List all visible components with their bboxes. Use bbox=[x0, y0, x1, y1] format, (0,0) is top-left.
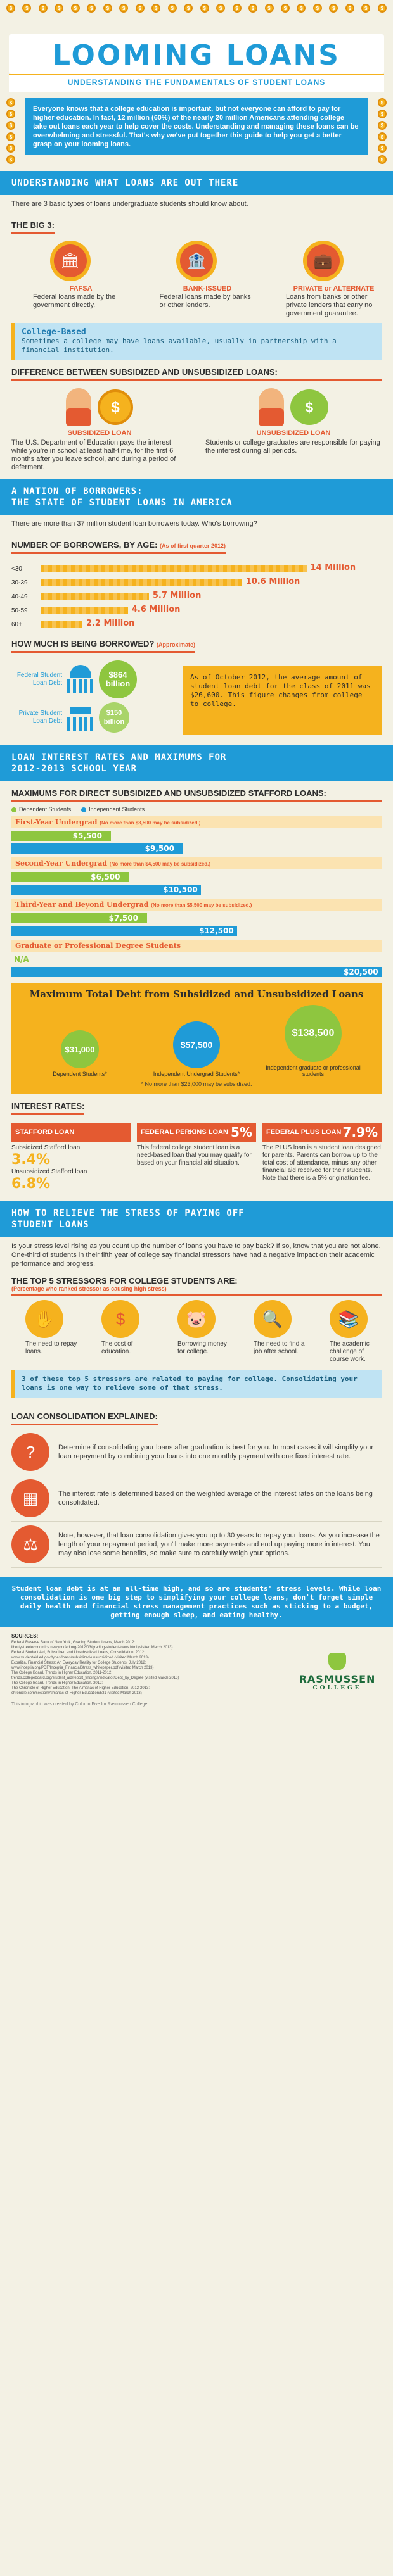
age-bar-track bbox=[41, 565, 382, 572]
borrowed-note: (Approximate) bbox=[156, 641, 195, 648]
subsidized-art bbox=[11, 385, 188, 429]
stressor-item bbox=[316, 1300, 382, 1363]
age-bar-track bbox=[41, 621, 382, 628]
stafford-category-note: (No more than $3,500 may be subsidized.) bbox=[100, 820, 201, 826]
age-bar-row bbox=[11, 603, 382, 617]
max-total-dependent bbox=[32, 1030, 127, 1077]
hand-coin-icon: ✋ bbox=[25, 1300, 63, 1338]
borrowed-amounts bbox=[11, 660, 183, 736]
source-line[interactable]: libertystreeteconomics.newyorkfed.org/2012/03/grading-student-loans.html (visited March 2013) bbox=[11, 1646, 173, 1650]
coin-icon: $ bbox=[22, 4, 31, 13]
sources bbox=[11, 1634, 293, 1696]
independent-bar bbox=[11, 885, 382, 895]
source-line[interactable]: Federal Student Aid, Subsidized and Unsubsidized Loans, Consolidation, 2012: bbox=[11, 1651, 145, 1655]
coin-icon: $ bbox=[378, 98, 387, 107]
source-line[interactable]: The College Board, Trends in Higher Education, 2011-2012: bbox=[11, 1671, 112, 1675]
rate-sub-label: Subsidized Stafford loan bbox=[11, 1144, 81, 1151]
dependent-bar bbox=[11, 913, 382, 923]
coin-icon: $ bbox=[184, 4, 193, 13]
stafford-category bbox=[11, 940, 382, 977]
source-line[interactable]: Ecoalitia, Financial Stress: An Everyday Reality for College Students, July 2012: bbox=[11, 1661, 146, 1665]
rate-head bbox=[262, 1123, 382, 1142]
max-total-title: Maximum Total Debt from Subsidized and Unsubsidized Loans bbox=[29, 988, 364, 1000]
stafford-category bbox=[11, 899, 382, 936]
max-total-note: * No more than $23,000 may be subsidized. bbox=[141, 1081, 252, 1087]
max-total-label: Independent Undergrad Students* bbox=[153, 1071, 240, 1077]
coin-icon: $ bbox=[136, 4, 145, 13]
big3-fafsa bbox=[11, 238, 129, 318]
rate-desc: The PLUS loan is a student loan designed for parents. Parents can borrow up to the total cost of attendance, minus any other financial aid received for their students. Note that there is a 5% origination fee. bbox=[262, 1144, 381, 1182]
coin-icon: $ bbox=[151, 4, 160, 13]
consolidation-item bbox=[11, 1479, 382, 1522]
rate-head-label: STAFFORD LOAN bbox=[15, 1128, 75, 1136]
unsubsidized-desc: Students or college graduates are responsible for paying the interest during all periods. bbox=[205, 439, 380, 455]
age-tick-label: <30 bbox=[11, 565, 22, 572]
payment-icon: $ bbox=[290, 389, 328, 425]
stafford-category-title: Second-Year Undergrad (No more than $4,500 may be subsidized.) bbox=[11, 857, 382, 869]
rate-head-label: FEDERAL PERKINS LOAN bbox=[141, 1128, 228, 1136]
coin-icon: $ bbox=[248, 4, 257, 13]
stafford-bar-value: $12,500 bbox=[199, 926, 234, 935]
source-line[interactable]: trends.collegeboard.org/student_aid/report_findings/indicator/Debt_by_Degree (visited March 2013) bbox=[11, 1676, 179, 1680]
sources-title: SOURCES: bbox=[11, 1633, 39, 1639]
coin-icon: $ bbox=[6, 98, 15, 107]
rate-stafford bbox=[11, 1123, 131, 1192]
piggy-bank-icon: 🐷 bbox=[177, 1300, 216, 1338]
stressor-item bbox=[11, 1300, 77, 1363]
stafford-category-note: (No more than $4,500 may be subsidized.) bbox=[109, 861, 211, 867]
books-icon: 📚 bbox=[330, 1300, 368, 1338]
max-total-amount: $138,500 bbox=[285, 1005, 342, 1062]
stress-intro: Is your stress level rising as you count up the number of loans you have to pay back? If so, know that you are not alone. One-third of students in their fifth year of college say financial stressors have had a negative impact on their academic performance and progress. bbox=[11, 1242, 381, 1268]
by-age-note: (As of first quarter 2012) bbox=[160, 543, 226, 549]
coin-icon: $ bbox=[345, 4, 354, 13]
source-line[interactable]: www.inceptia.org/PDF/Inceptia_FinancialStress_whitepaper.pdf (visited March 2013) bbox=[11, 1666, 154, 1670]
big3-desc: Loans from banks or other private lenders that carry no government guarantee. bbox=[286, 293, 373, 317]
consolidation-item bbox=[11, 1433, 382, 1475]
unsubsidized-art bbox=[205, 385, 382, 429]
intro-text: Everyone knows that a college education is important, but not everyone can afford to pay for higher education. In fact, 12 million (60%) of the nearly 20 million Americans attending college take out loans each year to help cover the costs. Understanding and managing these loans can be overwhelming and stressful. That's why we've put together this guide to help you get a better grasp on your looming loans. bbox=[25, 98, 368, 155]
coin-icon: $ bbox=[378, 132, 387, 141]
sources-list bbox=[11, 1640, 293, 1696]
big3-title: THE BIG 3: bbox=[11, 220, 55, 234]
coin-icon: $ bbox=[6, 144, 15, 153]
age-bar-value: 14 Million bbox=[310, 563, 356, 572]
consolidation-text: Note, however, that loan consolidation gives you up to 30 years to repay your loans. As you increase the length of your repayment period, you'll make more payments and end up paying more in interest. You may also lose some benefits, so make sure to carefully weigh your options. bbox=[58, 1532, 380, 1557]
coin-icon: $ bbox=[103, 4, 112, 13]
dependent-bar bbox=[11, 831, 382, 841]
legend-independent-label: Independent Students bbox=[89, 806, 145, 812]
age-bar-track bbox=[41, 607, 382, 614]
section-banner-stress bbox=[0, 1201, 393, 1237]
stafford-category-title: Graduate or Professional Degree Students bbox=[11, 940, 382, 952]
intro-wrap bbox=[0, 98, 393, 163]
age-tick-label: 40-49 bbox=[11, 593, 28, 600]
coin-icon: $ bbox=[98, 389, 133, 425]
magnifier-icon: 🔍 bbox=[254, 1300, 292, 1338]
stafford-category-title: Third-Year and Beyond Undergrad (No more than $5,500 may be subsidized.) bbox=[11, 899, 382, 911]
by-age-title bbox=[11, 540, 226, 554]
question-icon: ? bbox=[11, 1433, 49, 1471]
by-age-title-text: NUMBER OF BORROWERS, BY AGE: bbox=[11, 540, 158, 550]
stafford-bar-value: $5,500 bbox=[72, 831, 102, 840]
legend-dependent-label: Dependent Students bbox=[19, 806, 72, 812]
max-total-amount: $31,000 bbox=[61, 1030, 99, 1068]
coin-icon: $ bbox=[378, 121, 387, 130]
stressor-text: The need to repay loans. bbox=[25, 1341, 77, 1355]
banner-line: THE STATE OF STUDENT LOANS IN AMERICA bbox=[11, 498, 233, 508]
stafford-bar-value: $10,500 bbox=[163, 885, 198, 894]
stafford-bar-chart bbox=[11, 816, 382, 977]
understanding-lead: There are 3 basic types of loans undergraduate students should know about. bbox=[11, 200, 248, 208]
age-bar-value: 4.6 Million bbox=[131, 605, 181, 614]
stafford-bar-value: $6,500 bbox=[91, 873, 120, 881]
coin-icon: $ bbox=[55, 4, 63, 13]
subsidized-block bbox=[11, 385, 188, 472]
page-subtitle: UNDERSTANDING THE FUNDAMENTALS OF STUDENT LOANS bbox=[9, 74, 384, 92]
interest-rates-title: INTEREST RATES: bbox=[11, 1101, 84, 1115]
student-person-icon bbox=[259, 388, 284, 426]
coin-icon: $ bbox=[361, 4, 370, 13]
age-bar-track bbox=[41, 593, 382, 600]
coin-icon: $ bbox=[6, 132, 15, 141]
stressor-text: Borrowing money for college. bbox=[177, 1341, 227, 1355]
difference-title: DIFFERENCE BETWEEN SUBSIDIZED AND UNSUBSIDIZED LOANS: bbox=[11, 367, 382, 381]
coin-icon: $ bbox=[216, 4, 225, 13]
brand-sub: COLLEGE bbox=[312, 1685, 362, 1691]
briefcase-icon: 💼 bbox=[303, 241, 344, 281]
borrowed-title-text: HOW MUCH IS BEING BORROWED? bbox=[11, 639, 155, 648]
stressor-text: The cost of education. bbox=[101, 1341, 133, 1355]
source-line[interactable]: Federal Reserve Bank of New York, Grading Student Loans, March 2012: bbox=[11, 1641, 136, 1645]
stressors-list bbox=[11, 1300, 382, 1363]
federal-debt-row bbox=[11, 660, 183, 698]
coin-icon: $ bbox=[297, 4, 306, 13]
independent-bar bbox=[11, 926, 382, 936]
coin-icon: $ bbox=[119, 4, 128, 13]
top-coin-row bbox=[0, 0, 393, 15]
consolidation-title: LOAN CONSOLIDATION EXPLAINED: bbox=[11, 1411, 158, 1425]
top5-note: (Percentage who ranked stressor as causing high stress) bbox=[11, 1285, 167, 1292]
top5-title bbox=[11, 1276, 382, 1296]
max-total-debt-box bbox=[11, 983, 382, 1094]
stafford-category bbox=[11, 816, 382, 854]
stafford-category-title: First-Year Undergrad (No more than $3,500 may be subsidized.) bbox=[11, 816, 382, 828]
dependent-bar bbox=[11, 872, 382, 882]
borrowed-title bbox=[11, 639, 195, 653]
legend-independent-swatch bbox=[81, 807, 86, 812]
stafford-category bbox=[11, 857, 382, 895]
coin-icon: $ bbox=[329, 4, 338, 13]
age-bar-row bbox=[11, 617, 382, 631]
consolidation-text: Determine if consolidating your loans after graduation is best for you. In most cases it will simplify your loan repayment by combining your loans into one monthly payment with one fixed interest rate. bbox=[58, 1444, 374, 1460]
private-debt-row bbox=[11, 698, 183, 736]
age-bar bbox=[41, 565, 307, 572]
unsubsidized-block bbox=[205, 385, 382, 472]
max-total-label: Dependent Students* bbox=[53, 1071, 107, 1077]
coin-icon: $ bbox=[39, 4, 48, 13]
title-box bbox=[9, 34, 384, 74]
coin-icon: $ bbox=[378, 144, 387, 153]
source-line[interactable]: chronicle.com/section/Almanac-of-Higher-Education/531 (visited March 2013) bbox=[11, 1691, 142, 1695]
borrowers-lead: There are more than 37 million student loan borrowers today. Who's borrowing? bbox=[11, 520, 257, 527]
coin-icon: $ bbox=[265, 4, 274, 13]
max-total-row bbox=[22, 1005, 371, 1077]
max-total-independent-undergrad bbox=[149, 1021, 244, 1077]
source-line[interactable]: The Chronicle of Higher Education, The Almanac of Higher Education, 2012-2013: bbox=[11, 1686, 150, 1690]
big3-head: BANK-ISSUED bbox=[183, 285, 232, 293]
bank-icon: 🏦 bbox=[176, 241, 217, 281]
rate-plus bbox=[262, 1123, 382, 1192]
rate-pct: 7.9% bbox=[342, 1125, 378, 1140]
three-of-five-callout: 3 of these top 5 stressors are related to paying for college. Consolidating your loans is one way to relieve some of that stress. bbox=[11, 1370, 382, 1398]
stressor-item bbox=[240, 1300, 306, 1363]
coin-icon: $ bbox=[71, 4, 80, 13]
banner-line: LOAN INTEREST RATES AND MAXIMUMS FOR bbox=[11, 752, 227, 762]
legend-dependent-swatch bbox=[11, 807, 16, 812]
graduate-person-icon bbox=[66, 388, 91, 426]
big3-list bbox=[11, 238, 382, 318]
age-bar bbox=[41, 621, 82, 628]
coin-icon: $ bbox=[313, 4, 322, 13]
page-title: LOOMING LOANS bbox=[53, 39, 340, 72]
stafford-max-title: MAXIMUMS FOR DIRECT SUBSIDIZED AND UNSUBSIDIZED STAFFORD LOANS: bbox=[11, 788, 382, 802]
banner-line: STUDENT LOANS bbox=[11, 1220, 89, 1230]
college-based-title: College-Based bbox=[22, 327, 86, 337]
header bbox=[0, 15, 393, 171]
rate-head bbox=[137, 1123, 256, 1142]
sub-unsub-compare bbox=[11, 385, 382, 472]
age-tick-label: 50-59 bbox=[11, 607, 28, 614]
coin-icon: $ bbox=[87, 4, 96, 13]
rate-perkins bbox=[137, 1123, 256, 1192]
age-bar-row bbox=[11, 576, 382, 590]
federal-debt-amount: $864 billion bbox=[99, 660, 137, 698]
crest-icon bbox=[328, 1653, 346, 1670]
interest-rates bbox=[11, 1123, 382, 1192]
top5-title-text: THE TOP 5 STRESSORS FOR COLLEGE STUDENTS ARE: bbox=[11, 1276, 238, 1285]
max-total-graduate bbox=[266, 1005, 361, 1077]
coin-icon: $ bbox=[233, 4, 242, 13]
brand-name: RASMUSSEN bbox=[299, 1673, 376, 1685]
dependent-bar bbox=[11, 954, 382, 964]
borrowed-block bbox=[11, 660, 382, 736]
unsubsidized-label: UNSUBSIDIZED LOAN bbox=[256, 429, 331, 437]
stressor-text: The academic challenge of course work. bbox=[330, 1341, 370, 1363]
age-bar-row bbox=[11, 562, 382, 576]
federal-debt-label: Federal Student Loan Debt bbox=[16, 672, 62, 686]
stafford-legend bbox=[11, 806, 382, 812]
section-banner-rates bbox=[0, 745, 393, 781]
independent-bar bbox=[11, 967, 382, 977]
coin-icon: $ bbox=[6, 110, 15, 118]
average-debt-callout: As of October 2012, the average amount of student loan debt for the class of 2011 was $26,600. This figure changes from college to college. bbox=[183, 666, 382, 735]
rate-unsub-label: Unsubsidized Stafford loan bbox=[11, 1168, 87, 1175]
coin-icon: $ bbox=[281, 4, 290, 13]
section-banner-borrowers bbox=[0, 479, 393, 515]
subsidized-desc: The U.S. Department of Education pays the interest while you're in school at least half-time, for the first 6 months after you leave school, and during a period of deferment. bbox=[11, 439, 176, 471]
age-bar-track bbox=[41, 579, 382, 586]
age-tick-label: 30-39 bbox=[11, 579, 28, 586]
consolidation-text: The interest rate is determined based on the weighted average of the interest rates on the loans being consolidated. bbox=[58, 1490, 373, 1506]
rate-sub-pct: 3.4% bbox=[11, 1152, 51, 1168]
coin-icon: $ bbox=[378, 110, 387, 118]
age-bar-row bbox=[11, 590, 382, 603]
banner-line: 2012-2013 SCHOOL YEAR bbox=[11, 764, 138, 774]
age-bar-value: 5.7 Million bbox=[152, 591, 202, 600]
stafford-bar-value: N/A bbox=[14, 955, 29, 964]
big3-desc: Federal loans made by the government directly. bbox=[33, 293, 116, 309]
rate-pct: 5% bbox=[231, 1125, 252, 1140]
stressor-item bbox=[87, 1300, 153, 1363]
stafford-bar-value: $20,500 bbox=[344, 968, 378, 976]
big3-bank bbox=[138, 238, 255, 318]
legend-dependent bbox=[11, 806, 71, 812]
college-based-callout bbox=[11, 323, 382, 360]
stafford-bar-fill bbox=[11, 967, 382, 977]
stressor-text: The need to find a job after school. bbox=[254, 1341, 305, 1355]
max-total-amount: $57,500 bbox=[173, 1021, 220, 1068]
coin-icon: $ bbox=[168, 4, 177, 13]
age-bar bbox=[41, 607, 128, 614]
rate-unsub-pct: 6.8% bbox=[11, 1176, 51, 1192]
coin-icon: $ bbox=[6, 121, 15, 130]
private-debt-amount: $150 billion bbox=[99, 702, 129, 733]
intro-coins-right bbox=[378, 98, 387, 164]
stressor-item bbox=[164, 1300, 229, 1363]
subsidized-label: SUBSIDIZED LOAN bbox=[67, 429, 132, 437]
capitol-icon bbox=[66, 665, 95, 694]
coin-icon: $ bbox=[378, 155, 387, 164]
bank-icon bbox=[66, 703, 95, 732]
big3-head: FAFSA bbox=[69, 285, 93, 293]
rate-body bbox=[11, 1142, 131, 1192]
age-bar bbox=[41, 579, 242, 586]
stafford-bar-value: $7,500 bbox=[108, 914, 138, 923]
rate-head bbox=[11, 1123, 131, 1142]
calculator-icon: ▦ bbox=[11, 1479, 49, 1517]
stafford-category-note: (No more than $5,500 may be subsidized.) bbox=[151, 902, 252, 908]
college-based-text: Sometimes a college may have loans available, usually in partnership with a financial institution. bbox=[22, 337, 337, 354]
scale-icon: ⚖ bbox=[11, 1525, 49, 1563]
rate-head-label: FEDERAL PLUS LOAN bbox=[266, 1128, 342, 1136]
banner-line: HOW TO RELIEVE THE STRESS OF PAYING OFF bbox=[11, 1208, 245, 1218]
banner-line: A NATION OF BORROWERS: bbox=[11, 486, 143, 496]
capitol-icon: 🏛 bbox=[50, 241, 91, 281]
source-line[interactable]: The College Board, Trends in Higher Education, 2012: bbox=[11, 1681, 103, 1685]
source-line[interactable]: www.studentaid.ed.gov/types/loans/subsidized-unsubsidized (visited March 2013) bbox=[11, 1656, 149, 1660]
age-tick-label: 60+ bbox=[11, 621, 22, 628]
age-bar-chart bbox=[11, 562, 382, 631]
big3-desc: Federal loans made by banks or other lenders. bbox=[159, 293, 251, 309]
dollar-icon: $ bbox=[101, 1300, 139, 1338]
coin-icon: $ bbox=[6, 4, 15, 13]
brand-logo[interactable] bbox=[293, 1634, 382, 1696]
coin-icon: $ bbox=[378, 4, 387, 13]
coin-icon: $ bbox=[6, 155, 15, 164]
stafford-bar-value: $9,500 bbox=[145, 844, 174, 853]
consolidation-item bbox=[11, 1525, 382, 1568]
section-banner-understanding: UNDERSTANDING WHAT LOANS ARE OUT THERE bbox=[0, 171, 393, 195]
intro-coins-left bbox=[6, 98, 15, 164]
closing-message: Student loan debt is at an all-time high, and so are students' stress levels. While loan consolidation is one big step to simplifying your college loans, don't forget simple daily health and financial stress management practices such as sticking to a budget, getting enough sleep, and eating healthy. bbox=[0, 1577, 393, 1627]
legend-independent bbox=[81, 806, 145, 812]
big3-head: PRIVATE or ALTERNATE bbox=[293, 285, 375, 293]
independent-bar bbox=[11, 843, 382, 854]
coin-icon: $ bbox=[200, 4, 209, 13]
credit-line: This infographic was created by Column Five for Rasmussen College. bbox=[11, 1702, 149, 1707]
max-total-label: Independent graduate or professional students bbox=[266, 1064, 361, 1077]
rate-desc: This federal college student loan is a need-based loan that you may qualify for based on your financial aid situation. bbox=[137, 1144, 252, 1166]
footer bbox=[0, 1627, 393, 1702]
age-bar-value: 2.2 Million bbox=[86, 619, 135, 628]
private-debt-label: Private Student Loan Debt bbox=[18, 710, 62, 724]
age-bar bbox=[41, 593, 149, 600]
big3-private bbox=[264, 238, 382, 318]
age-bar-value: 10.6 Million bbox=[245, 577, 300, 586]
